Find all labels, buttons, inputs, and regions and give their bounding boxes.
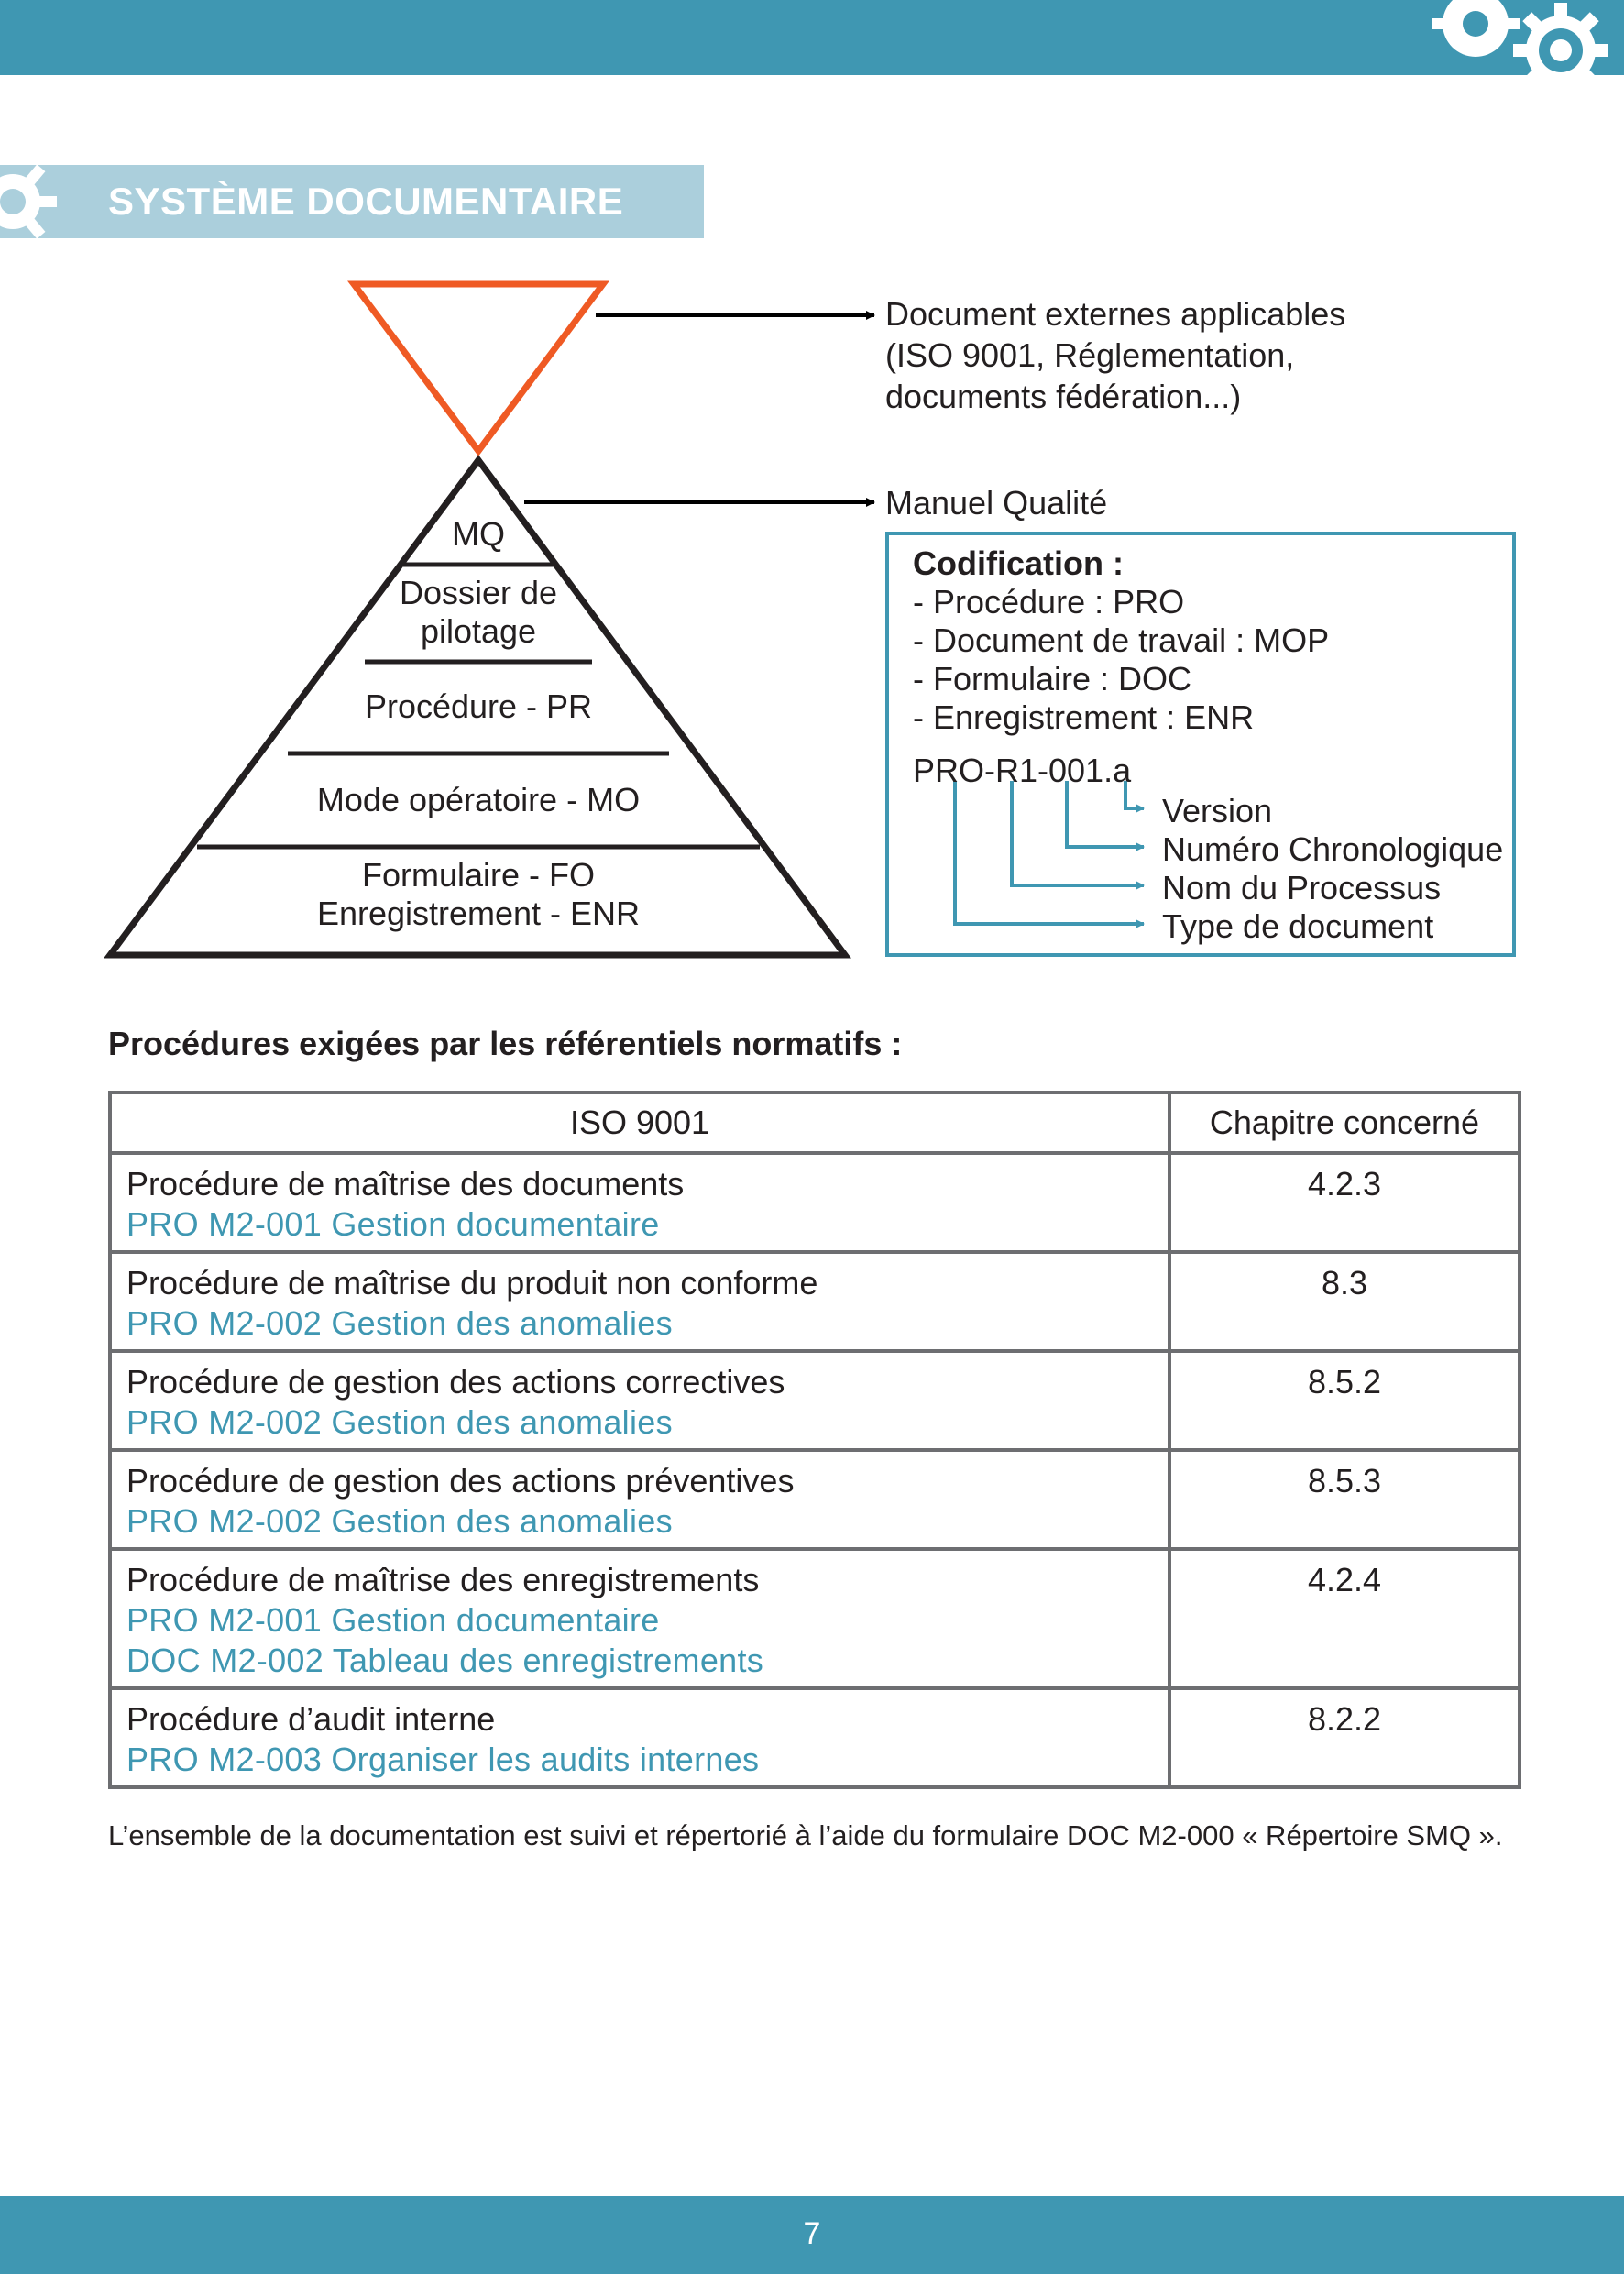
code-part-chrono: Numéro Chronologique: [1162, 830, 1504, 868]
procedures-table: [108, 1091, 1521, 1789]
gear-icon: [0, 165, 73, 238]
codification-example: PRO-R1-001.a: [913, 752, 1132, 789]
chapter-cell: 8.5.3: [1169, 1450, 1520, 1549]
pyramid-level-dossier: Dossier de pilotage: [399, 574, 558, 650]
header-band: [0, 0, 1624, 75]
table-row: [110, 1688, 1520, 1787]
footnote: L’ensemble de la documentation est suivi et répertorié à l’aide du formulaire DOC M2-000 « Répertoire SMQ ».: [108, 1819, 1503, 1851]
codification-title: Codification :: [913, 544, 1124, 582]
procedure-link[interactable]: PRO M2-001 Gestion documentaire: [126, 1205, 660, 1243]
chapter-cell: 8.5.2: [1169, 1351, 1520, 1450]
chapter-cell: 8.3: [1169, 1252, 1520, 1351]
procedure-cell: [110, 1549, 1169, 1688]
procedures-heading: Procédures exigées par les référentiels normatifs :: [108, 1025, 903, 1062]
codification-item: - Formulaire : DOC: [913, 660, 1192, 698]
procedure-title: Procédure de gestion des actions correctives: [126, 1363, 785, 1401]
external-docs-triangle: [354, 284, 603, 451]
procedure-link[interactable]: PRO M2-003 Organiser les audits internes: [126, 1741, 760, 1778]
codification-box: [885, 532, 1516, 957]
codification-item: - Document de travail : MOP: [913, 621, 1330, 659]
table-row: [110, 1351, 1520, 1450]
procedure-cell: [110, 1252, 1169, 1351]
column-header-chapter: Chapitre concerné: [1169, 1093, 1520, 1153]
manual-label: Manuel Qualité: [885, 484, 1108, 522]
procedure-cell: [110, 1351, 1169, 1450]
external-docs-label: Document externes applicables (ISO 9001, Réglementation, documents fédération...): [885, 295, 1346, 415]
procedure-title: Procédure de gestion des actions préventives: [126, 1462, 795, 1500]
pyramid-level-form: Formulaire - FO Enregistrement - ENR: [316, 856, 641, 932]
procedure-title: Procédure de maîtrise des documents: [126, 1165, 685, 1203]
chapter-cell: 4.2.3: [1169, 1153, 1520, 1252]
pyramid-level-mode: Mode opératoire - MO: [316, 781, 641, 818]
code-part-type: Type de document: [1162, 907, 1434, 945]
table-row: [110, 1252, 1520, 1351]
pyramid-level-procedure: Procédure - PR: [364, 687, 593, 725]
section-title: SYSTÈME DOCUMENTAIRE: [108, 180, 624, 223]
procedure-link[interactable]: DOC M2-002 Tableau des enregistrements: [126, 1642, 764, 1679]
table-row: [110, 1153, 1520, 1252]
codification-item: - Enregistrement : ENR: [913, 698, 1255, 736]
column-header-iso: ISO 9001: [110, 1093, 1169, 1153]
procedure-cell: [110, 1153, 1169, 1252]
gears-icon: [1430, 0, 1624, 101]
procedure-cell: [110, 1450, 1169, 1549]
procedure-link[interactable]: PRO M2-002 Gestion des anomalies: [126, 1403, 673, 1441]
procedure-title: Procédure de maîtrise du produit non conforme: [126, 1264, 818, 1302]
pyramid-level-mq: MQ: [452, 515, 505, 553]
page-number: 7: [803, 2216, 821, 2251]
procedure-link[interactable]: PRO M2-002 Gestion des anomalies: [126, 1304, 673, 1342]
code-part-process: Nom du Processus: [1162, 869, 1442, 906]
procedure-title: Procédure de maîtrise des enregistrements: [126, 1561, 760, 1598]
procedure-link[interactable]: PRO M2-002 Gestion des anomalies: [126, 1502, 673, 1540]
table-row: [110, 1450, 1520, 1549]
table-row: [110, 1549, 1520, 1688]
footer-band: [0, 2196, 1624, 2274]
procedure-link[interactable]: PRO M2-001 Gestion documentaire: [126, 1601, 660, 1639]
chapter-cell: 4.2.4: [1169, 1549, 1520, 1688]
section-title-bar: [0, 165, 704, 238]
code-part-version: Version: [1162, 792, 1273, 829]
procedure-cell: [110, 1688, 1169, 1787]
procedure-title: Procédure d’audit interne: [126, 1700, 496, 1738]
table-header-row: [110, 1093, 1520, 1153]
codification-item: - Procédure : PRO: [913, 583, 1185, 621]
chapter-cell: 8.2.2: [1169, 1688, 1520, 1787]
